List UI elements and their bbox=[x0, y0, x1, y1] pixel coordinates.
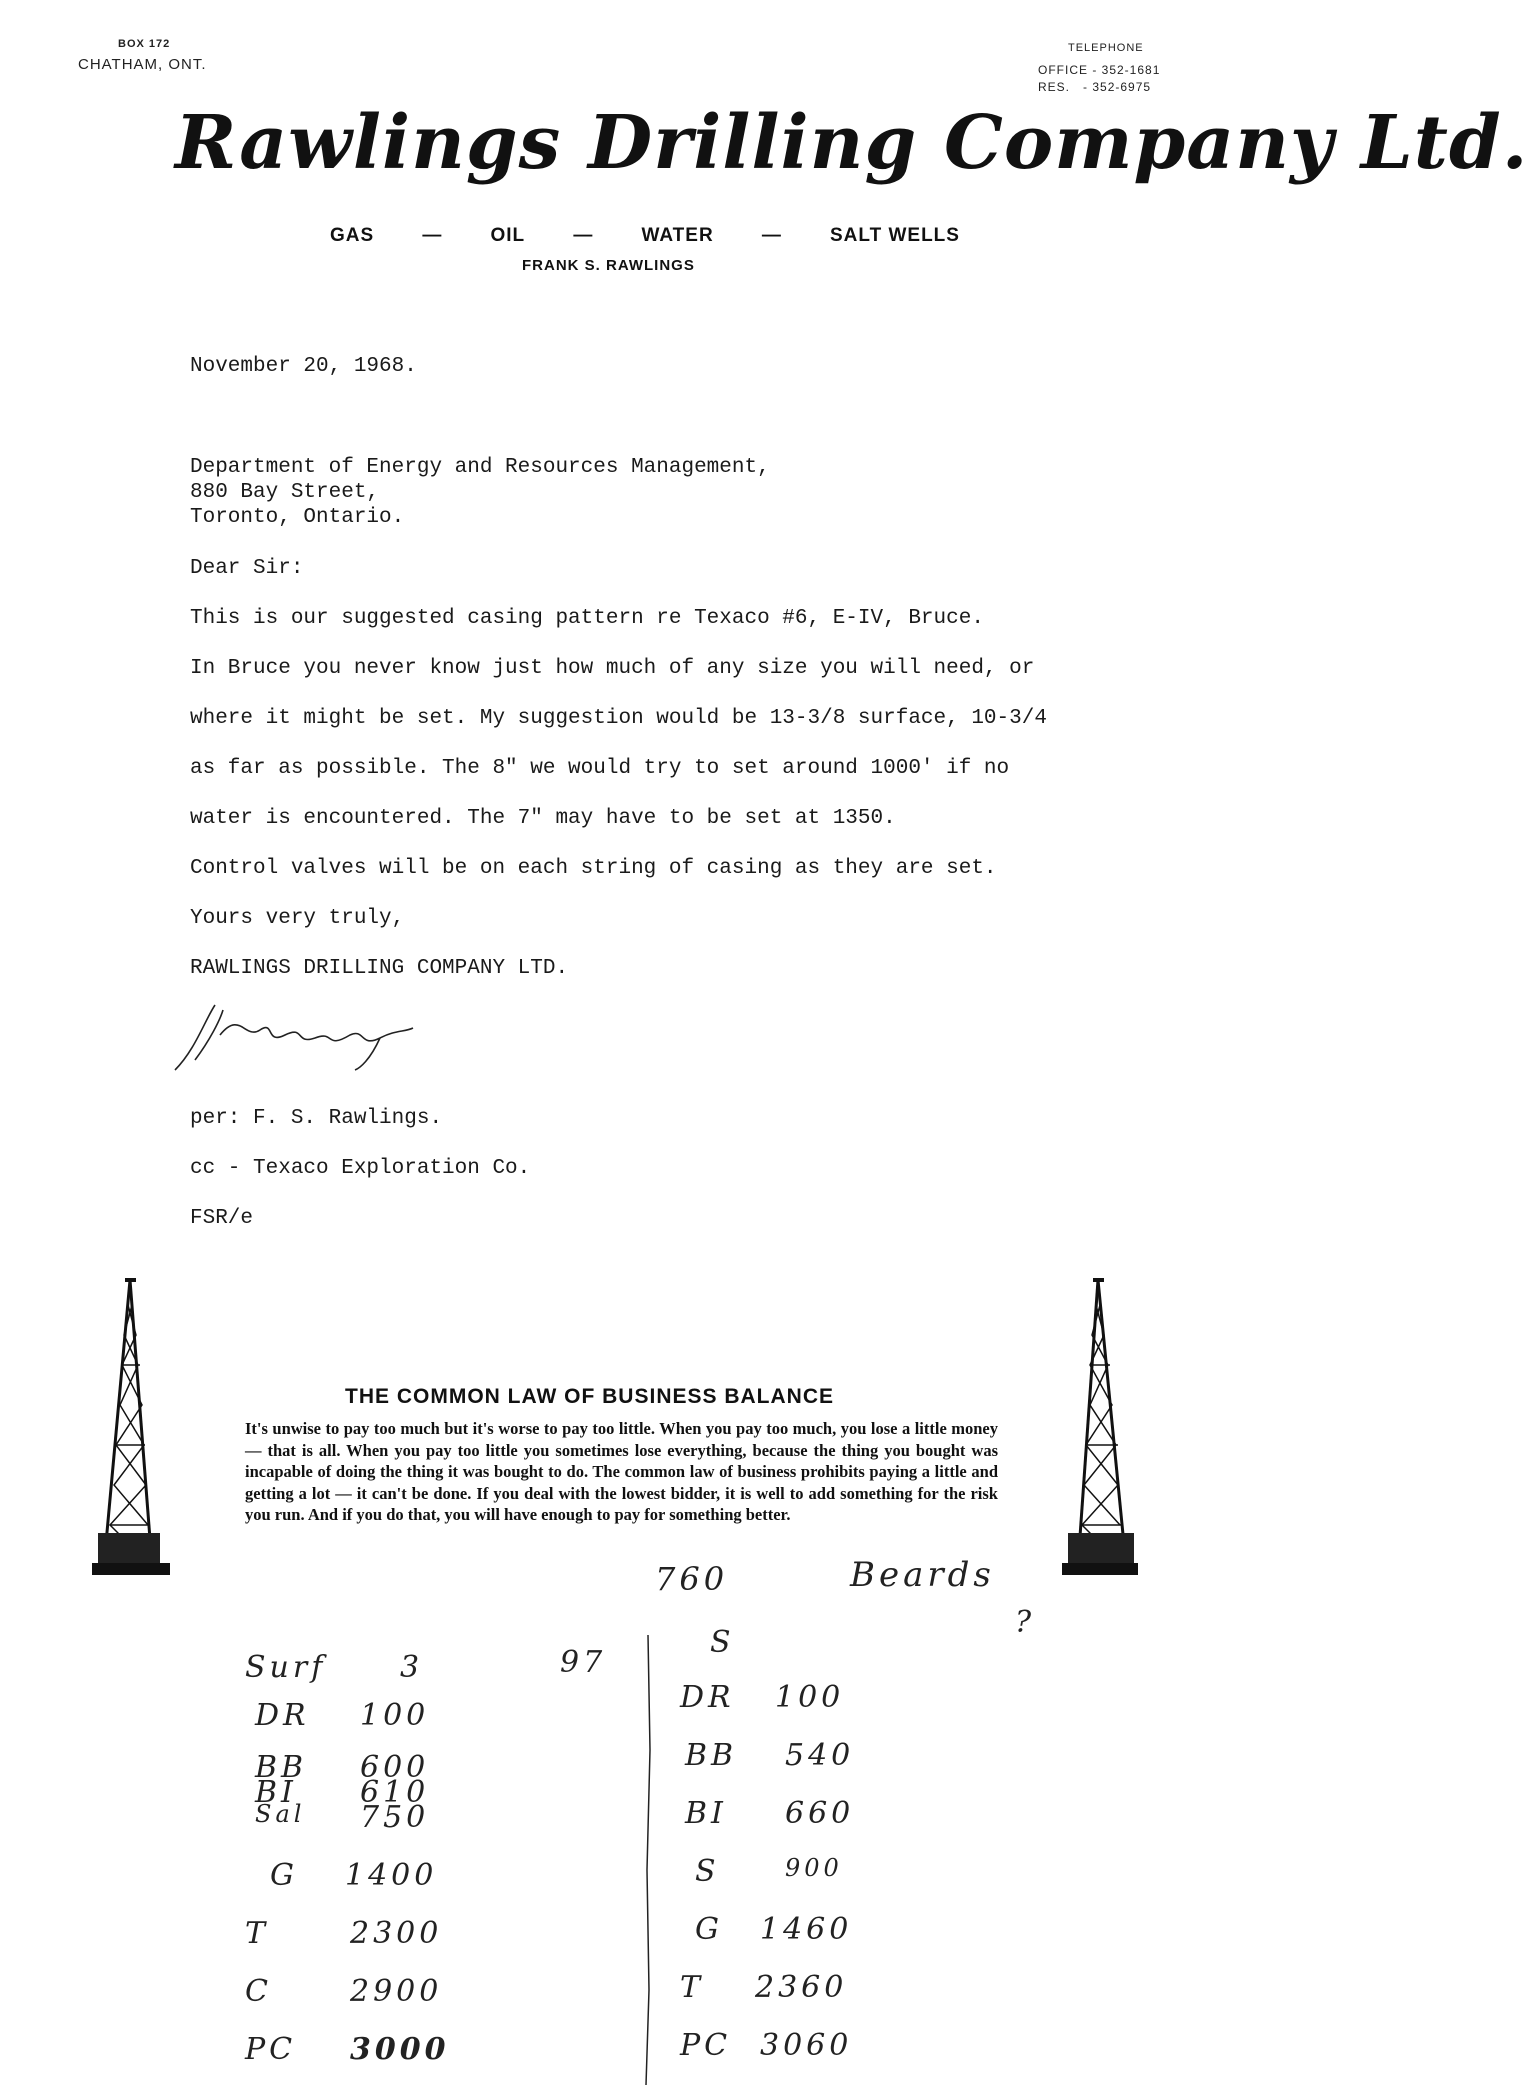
note-label: G bbox=[695, 1912, 723, 1947]
initials: FSR/e bbox=[190, 1207, 254, 1230]
list-item bbox=[245, 1974, 505, 2032]
body-line-3: where it might be set. My suggestion would be 13-3/8 surface, 10-3/4 bbox=[190, 707, 1047, 730]
handwritten-97: 97 bbox=[560, 1645, 607, 1680]
service-water: WATER bbox=[641, 225, 714, 246]
body-line-6: Control valves will be on each string of casing as they are set. bbox=[190, 857, 997, 880]
list-item bbox=[680, 1796, 940, 1854]
office-phone: OFFICE - 352-1681 bbox=[1038, 63, 1161, 77]
note-label: PC bbox=[680, 2028, 732, 2063]
note-value: 610 bbox=[360, 1775, 430, 1810]
note-value: 1460 bbox=[760, 1912, 853, 1947]
note-value: 3000 bbox=[350, 2032, 450, 2067]
note-label: C bbox=[245, 1974, 272, 2009]
box-number: BOX 172 bbox=[118, 38, 171, 50]
note-label: BB bbox=[255, 1750, 308, 1785]
separator: — bbox=[422, 225, 443, 246]
note-label: S bbox=[710, 1625, 735, 1660]
drilling-rig-icon bbox=[1060, 1275, 1140, 1580]
note-value: 3060 bbox=[760, 2028, 853, 2063]
list-item bbox=[245, 1698, 505, 1750]
note-label: T bbox=[680, 1970, 705, 2005]
telephone-label: TELEPHONE bbox=[1068, 42, 1144, 54]
list-item bbox=[680, 1912, 940, 1970]
body-line-2: In Bruce you never know just how much of any size you will need, or bbox=[190, 657, 1035, 680]
note-label: Surf bbox=[245, 1650, 327, 1685]
right-notes bbox=[680, 1625, 940, 2083]
list-item bbox=[680, 1970, 940, 2028]
closing: Yours very truly, bbox=[190, 907, 405, 930]
salutation: Dear Sir: bbox=[190, 557, 304, 580]
note-value: 100 bbox=[775, 1680, 845, 1715]
services-line bbox=[330, 225, 960, 247]
cc-line: cc - Texaco Exploration Co. bbox=[190, 1157, 531, 1180]
signature bbox=[165, 990, 425, 1080]
handwritten-number: 760 bbox=[655, 1560, 729, 1598]
recipient-line-3: Toronto, Ontario. bbox=[190, 506, 405, 529]
list-item bbox=[680, 1854, 940, 1912]
note-label: S bbox=[695, 1854, 720, 1889]
service-salt-wells: SALT WELLS bbox=[830, 225, 960, 246]
residence-phone: RES. - 352-6975 bbox=[1038, 80, 1152, 94]
handwritten-name: Beards bbox=[850, 1555, 995, 1595]
list-item bbox=[245, 1650, 505, 1698]
list-item bbox=[680, 1680, 940, 1738]
left-notes bbox=[245, 1650, 505, 2082]
column-divider bbox=[640, 1630, 660, 2090]
note-value: 660 bbox=[785, 1796, 855, 1831]
list-item bbox=[245, 1775, 505, 1810]
note-value: 600 bbox=[360, 1750, 430, 1785]
note-value: 1400 bbox=[345, 1858, 438, 1893]
note-label: BI bbox=[685, 1796, 727, 1831]
list-item bbox=[245, 1750, 505, 1785]
body-line-5: water is encountered. The 7" may have to be set at 1350. bbox=[190, 807, 896, 830]
list-item bbox=[245, 1916, 505, 1974]
handwritten-question: ? bbox=[1015, 1605, 1036, 1640]
note-label: DR bbox=[255, 1698, 310, 1733]
signature-company: RAWLINGS DRILLING COMPANY LTD. bbox=[190, 957, 569, 980]
recipient-line-1: Department of Energy and Resources Management, bbox=[190, 456, 770, 479]
note-label: BB bbox=[685, 1738, 738, 1773]
note-value: 2900 bbox=[350, 1974, 443, 2009]
body-line-4: as far as possible. The 8" we would try to set around 1000' if no bbox=[190, 757, 1010, 780]
drilling-rig-icon bbox=[92, 1275, 172, 1580]
motto-title: THE COMMON LAW OF BUSINESS BALANCE bbox=[345, 1385, 834, 1408]
list-item bbox=[245, 2032, 505, 2082]
list-item bbox=[245, 1800, 505, 1858]
list-item bbox=[245, 1858, 505, 1916]
note-value: 2360 bbox=[755, 1970, 848, 2005]
recipient-line-2: 880 Bay Street, bbox=[190, 481, 380, 504]
per-line: per: F. S. Rawlings. bbox=[190, 1107, 443, 1130]
service-oil: OIL bbox=[490, 225, 526, 246]
note-value: 2300 bbox=[350, 1916, 443, 1951]
letter-date: November 20, 1968. bbox=[190, 355, 417, 378]
note-label: G bbox=[270, 1858, 298, 1893]
note-value: 900 bbox=[785, 1854, 843, 1882]
note-label: T bbox=[245, 1916, 270, 1951]
note-label: DR bbox=[680, 1680, 735, 1715]
list-item bbox=[680, 1625, 940, 1680]
list-item bbox=[680, 2028, 940, 2083]
owner-name: FRANK S. RAWLINGS bbox=[522, 257, 695, 274]
motto-text: It's unwise to pay too much but it's worse to pay too little. When you pay too much, you lose a little money — that is all. When you pay too little you sometimes lose everything, because the thing you bought was incapable of doing the thing it was bought to do. The common law of business prohibits paying a little and getting a lot — it can't be done. If you deal with the lowest bidder, it is well to add something for the risk you run. And if you do that, you will have enough to pay for something better. bbox=[245, 1419, 998, 1524]
service-gas: GAS bbox=[330, 225, 375, 246]
note-value: 100 bbox=[360, 1698, 430, 1733]
note-value: 540 bbox=[785, 1738, 855, 1773]
body-line-1: This is our suggested casing pattern re Texaco #6, E-IV, Bruce. bbox=[190, 607, 984, 630]
note-label: BI bbox=[255, 1775, 297, 1810]
separator: — bbox=[573, 225, 594, 246]
note-label: PC bbox=[245, 2032, 297, 2067]
separator: — bbox=[761, 225, 782, 246]
note-value: 3 bbox=[400, 1650, 424, 1685]
city: CHATHAM, ONT. bbox=[78, 56, 207, 73]
company-name: Rawlings Drilling Company Ltd. bbox=[175, 100, 1528, 186]
note-value: 750 bbox=[360, 1800, 430, 1835]
list-item bbox=[680, 1738, 940, 1796]
note-label: Sal bbox=[255, 1800, 306, 1828]
